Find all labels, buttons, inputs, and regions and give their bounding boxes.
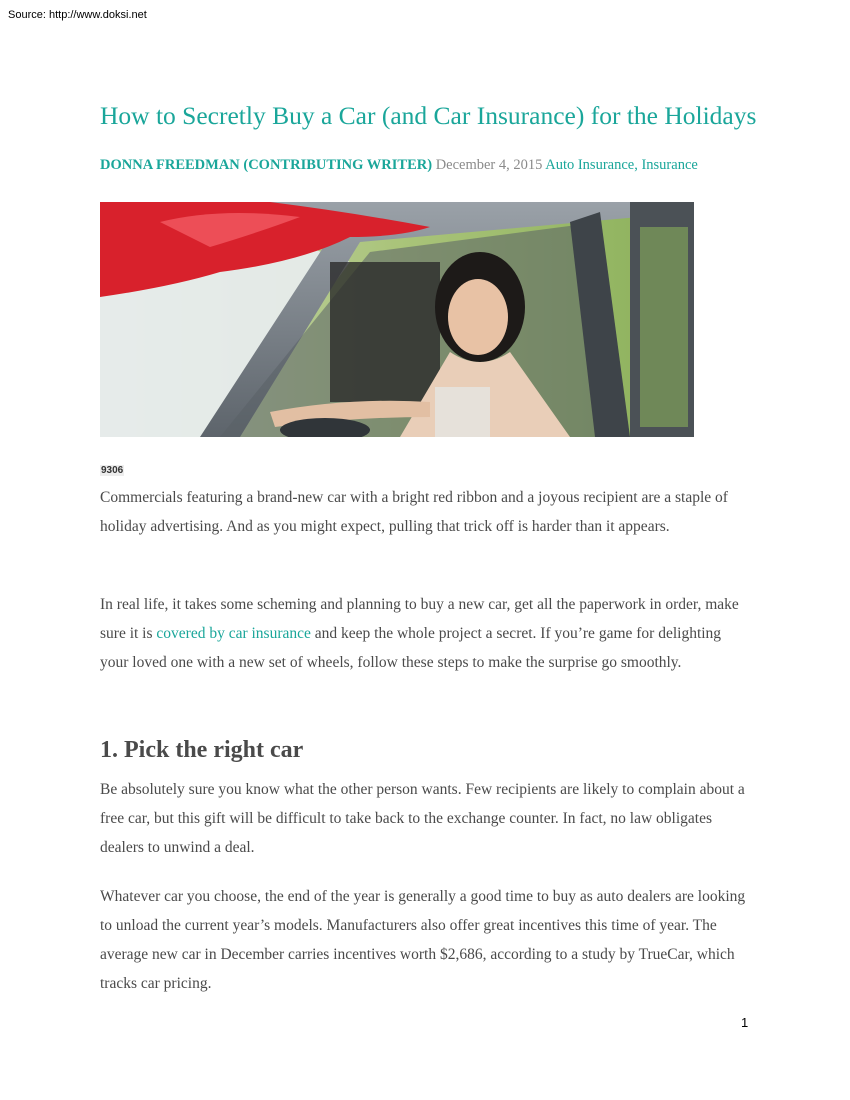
category-link-auto-insurance[interactable]: Auto Insurance — [545, 157, 635, 173]
paragraph-1: Commercials featuring a brand-new car with a bright red ribbon and a joyous recipient are a staple of holiday advertising. And as you might expect, pulling that trick off is harder than it appears. — [100, 489, 728, 535]
hero-image — [100, 202, 694, 437]
source-note: Source: http://www.doksi.net — [8, 9, 147, 21]
category-separator: , — [634, 157, 638, 173]
paragraph-3: Be absolutely sure you know what the other person wants. Few recipients are likely to complain about a free car, but this gift will be difficult to take back to the exchange counter. In fact, no law obligates dealers to unwind a deal. — [100, 781, 745, 856]
paragraph-2-text-before: In real life, it takes some scheming and planning to buy a new car, get all the paperwork in order, make sure it is — [100, 596, 739, 642]
publish-date: December 4, 2015 — [435, 157, 543, 173]
article-meta — [100, 157, 698, 174]
paragraph-4: Whatever car you choose, the end of the year is generally a good time to buy as auto dealers are looking to unload the current year’s models. Manufacturers also offer great incentives this time of year. The average new car in December carries incentives worth $2,686, according to a study by TrueCar, which tracks car pricing. — [100, 888, 746, 992]
paragraph-2-text-after: and keep the whole project a secret. If you’re game for delighting your loved one with a new set of wheels, follow these steps to make the surprise go smoothly. — [100, 625, 722, 671]
car-insurance-link[interactable]: covered by car insurance — [156, 625, 311, 642]
paragraph-2 — [100, 590, 752, 677]
section-heading: 1. Pick the right car — [100, 737, 304, 763]
document-id-badge: 9306 — [101, 465, 124, 476]
category-link-insurance[interactable]: Insurance — [641, 157, 698, 173]
car-photo-illustration — [100, 202, 694, 437]
page-number: 1 — [741, 1015, 749, 1030]
author-link[interactable]: DONNA FREEDMAN (CONTRIBUTING WRITER) — [100, 157, 433, 173]
article-title: How to Secretly Buy a Car (and Car Insurance) for the Holidays — [100, 101, 757, 130]
